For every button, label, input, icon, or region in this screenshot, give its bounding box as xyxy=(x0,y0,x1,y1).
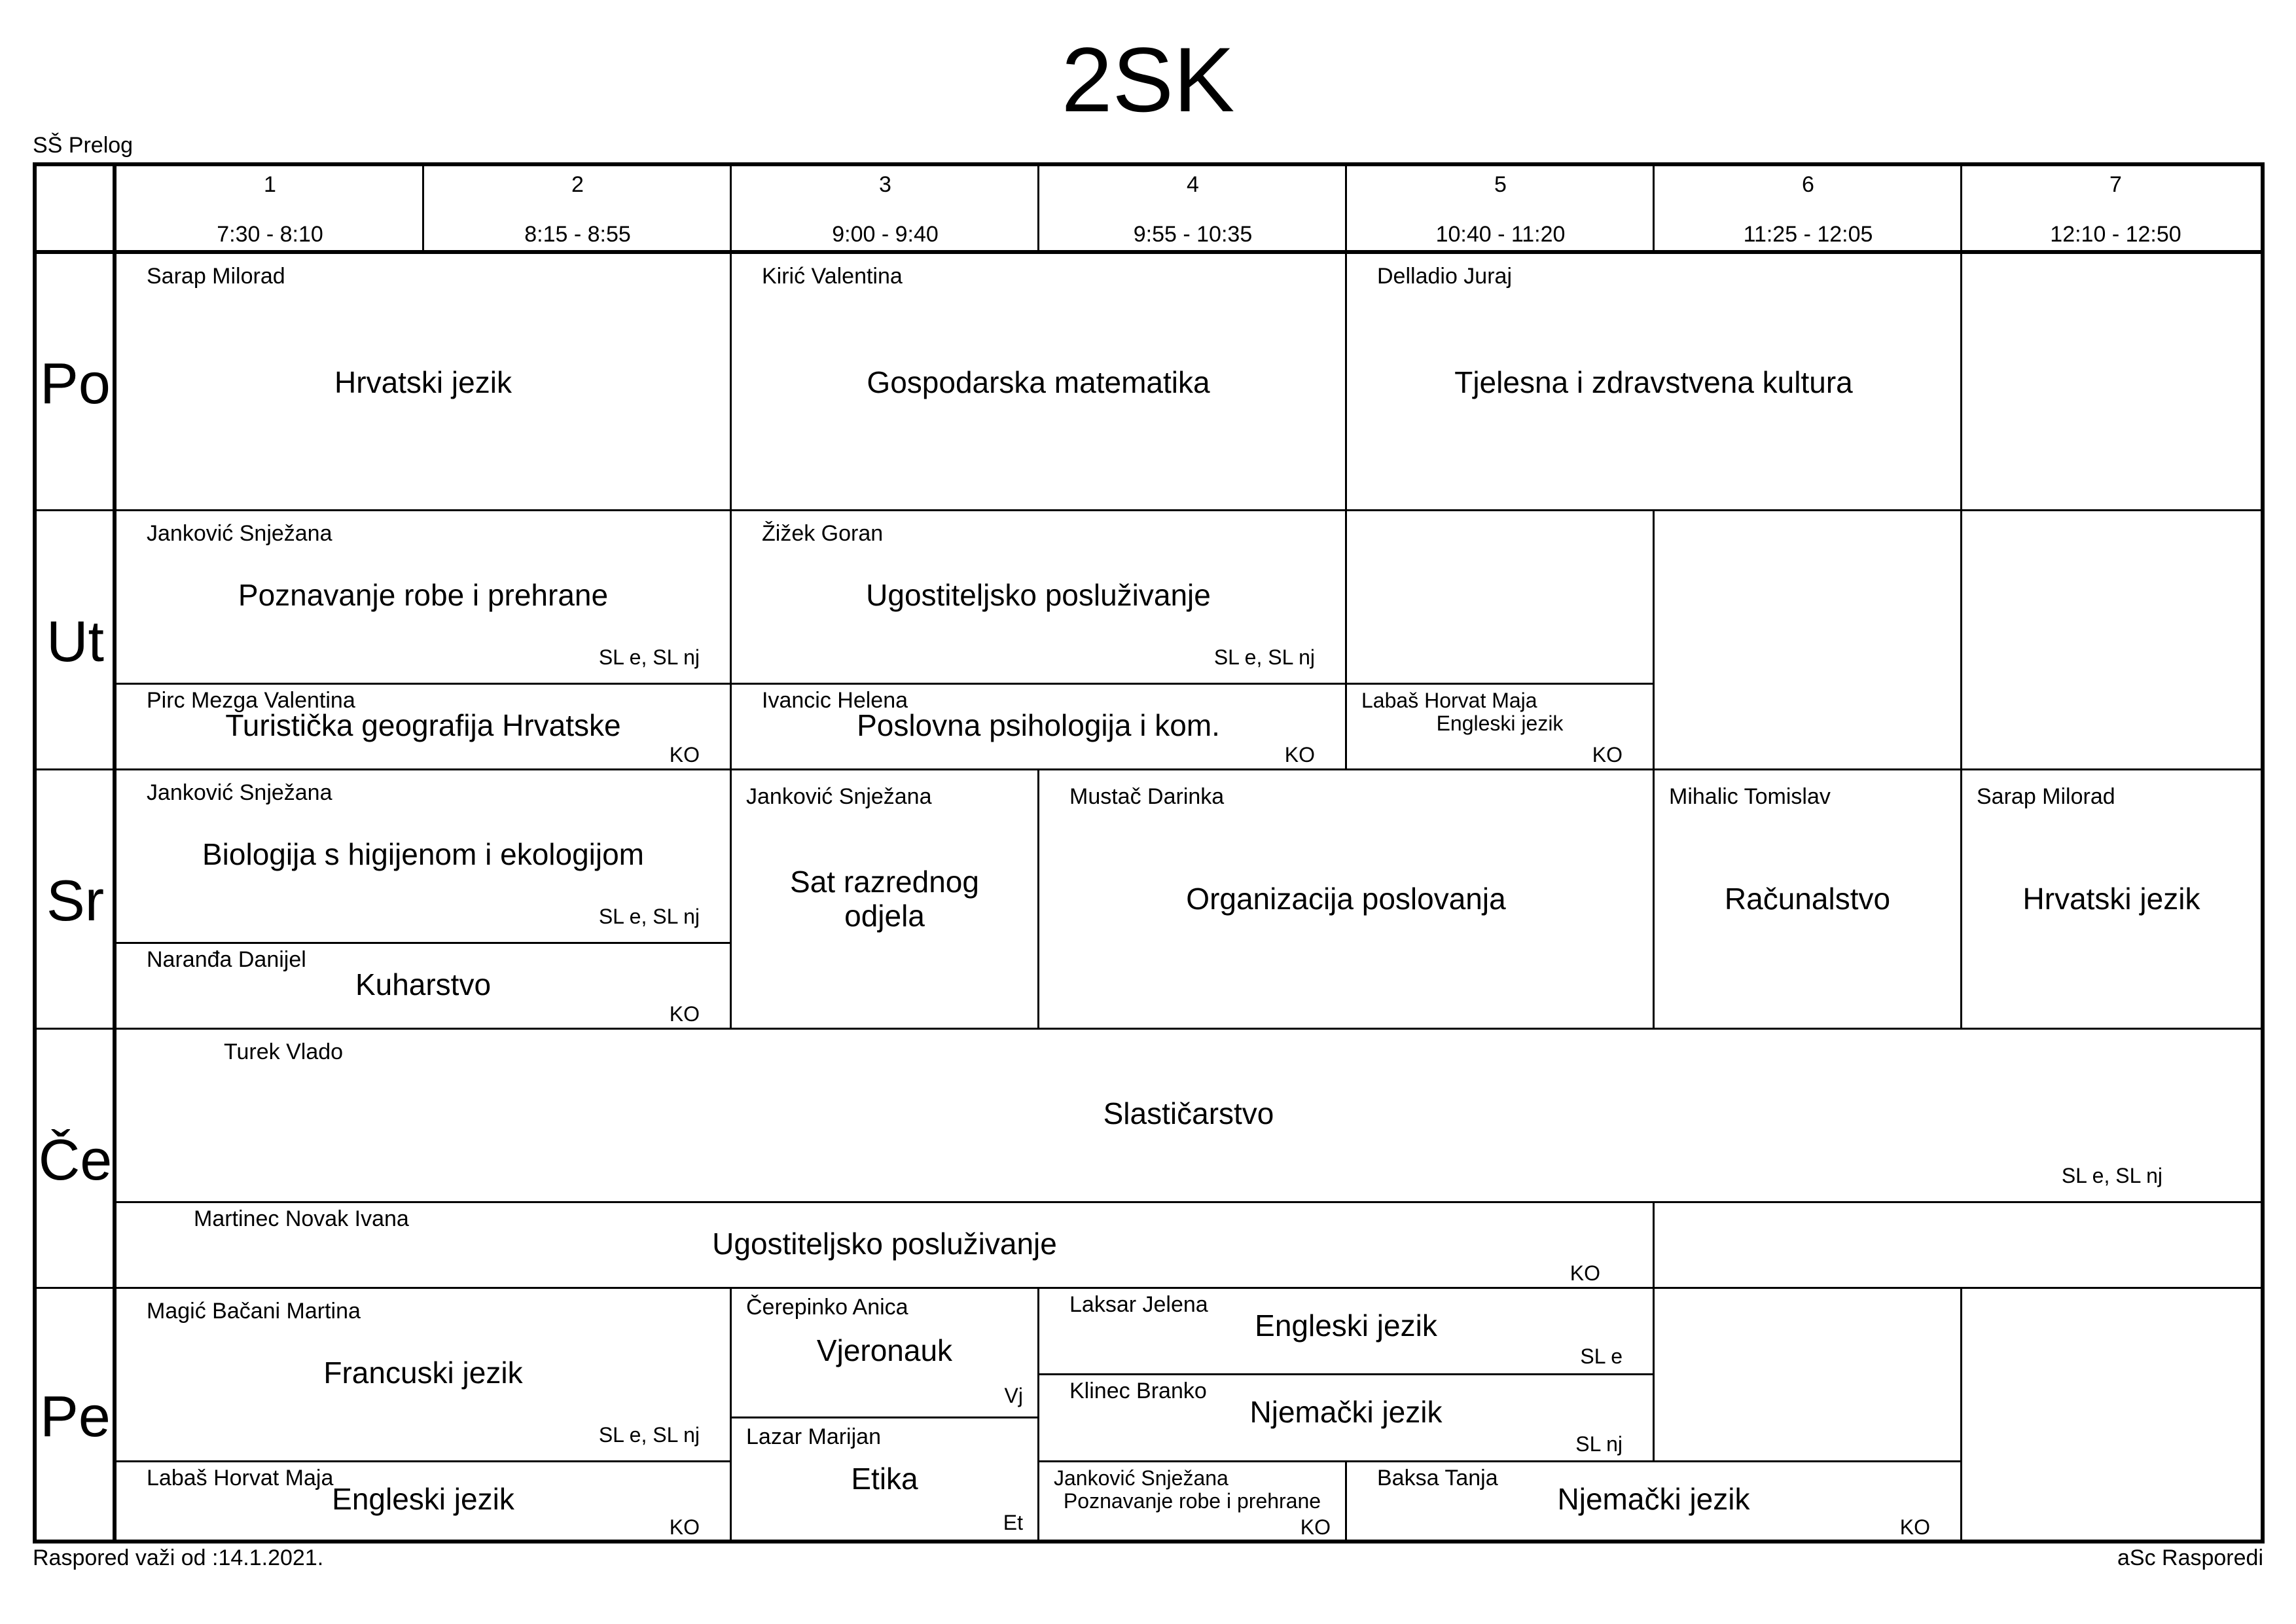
header-divider xyxy=(1037,166,1039,251)
lesson-teacher: Delladio Juraj xyxy=(1377,264,1512,289)
lesson-cell[interactable] xyxy=(117,1030,2261,1203)
lesson-group: KO xyxy=(1300,1515,1331,1539)
lesson-subject: Francuski jezik xyxy=(323,1356,523,1390)
lesson-cell[interactable] xyxy=(1039,1462,1347,1540)
lesson-cell[interactable] xyxy=(732,511,1347,685)
lesson-group: KO xyxy=(1592,743,1623,767)
period-number: 5 xyxy=(1494,172,1507,197)
lesson-cell[interactable] xyxy=(117,944,732,1030)
period-number: 6 xyxy=(1802,172,1814,197)
lesson-teacher: Labaš Horvat Maja xyxy=(147,1466,334,1490)
lesson-teacher: Martinec Novak Ivana xyxy=(194,1206,409,1231)
lesson-teacher: Pirc Mezga Valentina xyxy=(147,688,355,713)
lesson-group: SL e, SL nj xyxy=(598,1423,700,1447)
empty-cell xyxy=(1655,1203,2261,1289)
lesson-cell[interactable] xyxy=(732,254,1347,511)
lesson-group: KO xyxy=(669,743,700,767)
lesson-group: KO xyxy=(1284,743,1315,767)
period-time: 8:15 - 8:55 xyxy=(524,222,631,247)
period-time: 9:00 - 9:40 xyxy=(832,222,939,247)
lesson-subject: Gospodarska matematika xyxy=(867,365,1210,399)
day-label-thursday: Če xyxy=(38,1127,113,1192)
lesson-cell[interactable] xyxy=(1039,1375,1655,1462)
lesson-cell[interactable] xyxy=(1347,254,1962,511)
lesson-subject: Turistička geografija Hrvatske xyxy=(225,708,621,742)
lesson-teacher: Mustač Darinka xyxy=(1069,784,1225,809)
lesson-cell[interactable] xyxy=(117,1203,1655,1289)
lesson-teacher: Naranđa Danijel xyxy=(147,947,306,972)
lesson-teacher: Magić Bačani Martina xyxy=(147,1299,361,1324)
lesson-teacher: Baksa Tanja xyxy=(1377,1466,1498,1490)
day-label-friday: Pe xyxy=(40,1384,111,1449)
lesson-cell[interactable] xyxy=(732,685,1347,770)
lesson-group: KO xyxy=(669,1515,700,1539)
lesson-subject: Biologija s higijenom i ekologijom xyxy=(202,837,645,871)
lesson-cell[interactable] xyxy=(117,511,732,685)
lesson-teacher: Janković Snježana xyxy=(746,784,932,809)
day-label-wednesday: Sr xyxy=(46,868,104,933)
lesson-subject: Računalstvo xyxy=(1724,882,1891,916)
period-number: 2 xyxy=(571,172,584,197)
lesson-group: SL nj xyxy=(1575,1432,1623,1456)
lesson-subject: Organizacija poslovanja xyxy=(1186,882,1506,916)
lesson-cell[interactable] xyxy=(1347,685,1655,770)
period-time: 11:25 - 12:05 xyxy=(1743,222,1873,247)
period-number: 3 xyxy=(879,172,891,197)
lesson-teacher: Labaš Horvat Maja xyxy=(1361,689,1537,712)
period-time: 7:30 - 8:10 xyxy=(217,222,323,247)
lesson-subject: Engleski jezik xyxy=(1436,712,1564,735)
lesson-subject: Njemački jezik xyxy=(1249,1395,1443,1429)
timetable-title: 2SK xyxy=(1061,28,1235,131)
lesson-group: SL e xyxy=(1580,1344,1623,1368)
lesson-group: SL e, SL nj xyxy=(598,905,700,928)
lesson-teacher: Janković Snježana xyxy=(1054,1466,1229,1490)
lesson-cell[interactable] xyxy=(1347,1462,1962,1540)
lesson-subject: Sat razrednog xyxy=(790,865,979,899)
header-divider xyxy=(1345,166,1347,251)
lesson-subject: Poznavanje robe i prehrane xyxy=(238,578,609,612)
day-label-tuesday: Ut xyxy=(46,609,104,674)
lesson-subject: Hrvatski jezik xyxy=(2022,882,2200,916)
period-number: 4 xyxy=(1187,172,1199,197)
lesson-teacher: Laksar Jelena xyxy=(1069,1292,1208,1317)
empty-cell xyxy=(1655,511,1962,770)
lesson-teacher: Sarap Milorad xyxy=(147,264,285,289)
lesson-cell[interactable] xyxy=(117,685,732,770)
empty-cell xyxy=(1962,511,2261,770)
lesson-group: KO xyxy=(669,1002,700,1026)
lesson-group: SL e, SL nj xyxy=(2061,1164,2162,1187)
lesson-group: KO xyxy=(1899,1515,1930,1539)
lesson-cell[interactable] xyxy=(732,1289,1039,1418)
lesson-teacher: Klinec Branko xyxy=(1069,1379,1207,1403)
lesson-subject: Engleski jezik xyxy=(332,1482,514,1516)
lesson-subject: Njemački jezik xyxy=(1557,1482,1750,1516)
empty-cell xyxy=(1347,511,1655,685)
lesson-subject: Poznavanje robe i prehrane xyxy=(1063,1489,1321,1513)
lesson-cell[interactable] xyxy=(1039,1289,1655,1375)
lesson-group: SL e, SL nj xyxy=(1213,645,1315,669)
lesson-teacher: Kirić Valentina xyxy=(762,264,903,289)
lesson-cell[interactable] xyxy=(117,1289,732,1462)
header-divider xyxy=(422,166,424,251)
header-divider xyxy=(1653,166,1655,251)
period-time: 9:55 - 10:35 xyxy=(1133,222,1253,247)
lesson-teacher: Turek Vlado xyxy=(224,1039,344,1064)
empty-cell xyxy=(1655,1289,1962,1462)
lesson-subject: Engleski jezik xyxy=(1255,1308,1437,1343)
lesson-group: SL e, SL nj xyxy=(598,645,700,669)
lesson-cell[interactable] xyxy=(732,1418,1039,1540)
header-divider xyxy=(1960,166,1962,251)
lesson-teacher: Janković Snježana xyxy=(147,521,332,546)
period-number: 7 xyxy=(2109,172,2122,197)
lesson-group: KO xyxy=(1570,1261,1600,1285)
lesson-subject: Etika xyxy=(851,1462,918,1496)
lesson-cell[interactable] xyxy=(1655,770,1962,1030)
day-label-monday: Po xyxy=(40,351,111,416)
lesson-subject: odjela xyxy=(844,899,925,933)
software-credit: aSc Rasporedi xyxy=(2117,1545,2263,1570)
lesson-cell[interactable] xyxy=(117,1462,732,1540)
period-number: 1 xyxy=(264,172,276,197)
lesson-teacher: Čerepinko Anica xyxy=(746,1295,908,1320)
lesson-cell[interactable] xyxy=(117,254,732,511)
period-time: 10:40 - 11:20 xyxy=(1435,222,1566,247)
lesson-subject: Poslovna psihologija i kom. xyxy=(857,708,1220,742)
lesson-subject: Hrvatski jezik xyxy=(334,365,512,399)
lesson-subject: Ugostiteljsko posluživanje xyxy=(712,1227,1057,1261)
empty-cell xyxy=(1962,1289,2261,1540)
lesson-teacher: Mihalic Tomislav xyxy=(1669,784,1831,809)
lesson-subject: Ugostiteljsko posluživanje xyxy=(866,578,1211,612)
lesson-teacher: Žižek Goran xyxy=(762,521,884,546)
lesson-cell[interactable] xyxy=(117,770,732,944)
timetable-grid xyxy=(33,162,2265,1543)
lesson-cell[interactable] xyxy=(1039,770,1655,1030)
period-time: 12:10 - 12:50 xyxy=(2050,222,2181,247)
lesson-teacher: Sarap Milorad xyxy=(1977,784,2115,809)
empty-cell xyxy=(1962,254,2261,511)
lesson-teacher: Lazar Marijan xyxy=(746,1424,881,1449)
lesson-group: Vj xyxy=(1004,1384,1023,1407)
header-divider xyxy=(730,166,732,251)
valid-from-note: Raspored važi od :14.1.2021. xyxy=(33,1545,324,1570)
lesson-teacher: Janković Snježana xyxy=(147,780,332,805)
lesson-cell[interactable] xyxy=(1962,770,2261,1030)
lesson-subject: Slastičarstvo xyxy=(1103,1096,1274,1130)
lesson-subject: Vjeronauk xyxy=(816,1333,953,1367)
lesson-cell[interactable] xyxy=(732,770,1039,1030)
lesson-subject: Tjelesna i zdravstvena kultura xyxy=(1454,365,1853,399)
lesson-subject: Kuharstvo xyxy=(355,967,492,1001)
school-name: SŠ Prelog xyxy=(33,133,134,158)
lesson-teacher: Ivancic Helena xyxy=(762,688,908,713)
lesson-group: Et xyxy=(1003,1511,1023,1534)
